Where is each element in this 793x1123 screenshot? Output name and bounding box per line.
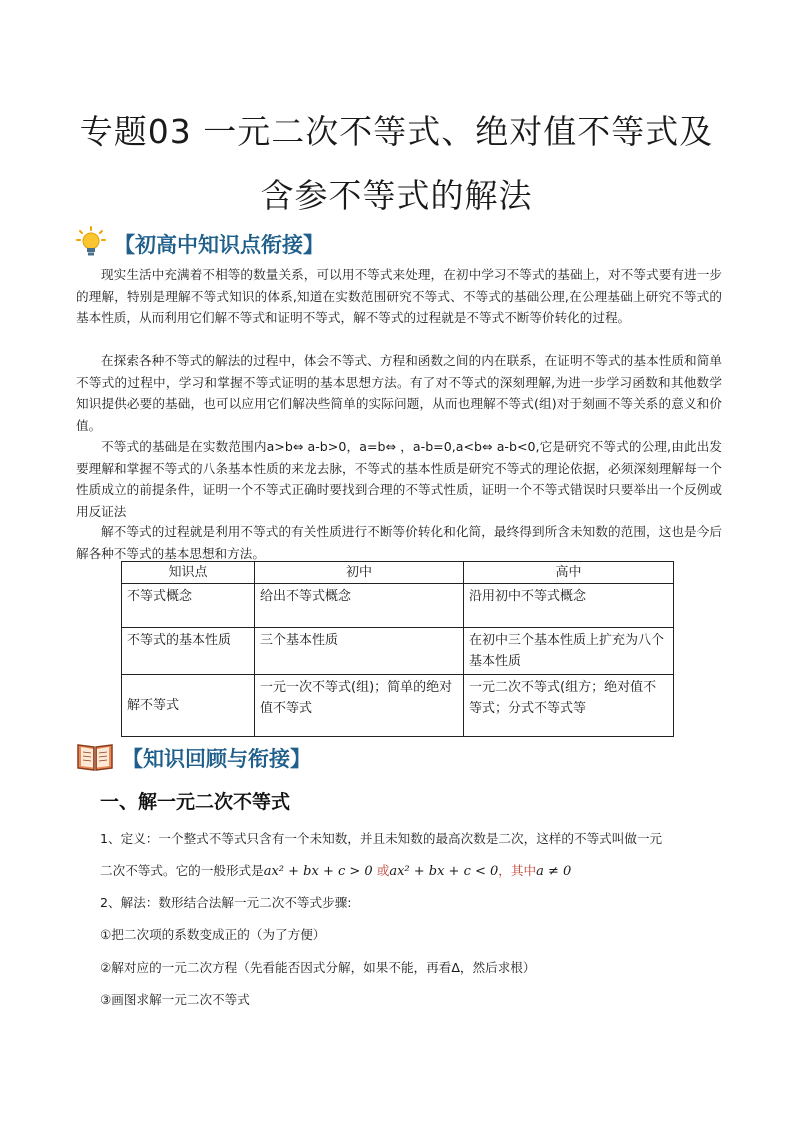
table-cell: 沿用初中不等式概念	[464, 584, 674, 628]
formula-greater-than: ax² + bx + c > 0	[263, 864, 373, 879]
definition-line-1: 1、定义：一个整式不等式只含有一个未知数，并且未知数的最高次数是二次，这样的不等式叫做一元	[100, 831, 663, 846]
table-header-cell: 知识点	[122, 562, 255, 584]
method-step-3: ③画图求解一元二次不等式	[100, 992, 250, 1007]
paragraph-2: 在探索各种不等式的解法的过程中，体会不等式、方程和函数之间的内在联系，在证明不等式的基本性质和简单不等式的过程中，学习和掌握不等式证明的基本思想方法。有了对不等式的深刻理解,为进一步学习函数和其他数学知识提供必要的基础，也可以应用它们解决些简单的实际问题，从而也理解不等式(组)对于刻画不等关系的意义和价值。	[76, 353, 722, 433]
condition-a-nonzero: a ≠ 0	[536, 864, 572, 879]
method-step-1: ①把二次项的系数变成正的（为了方便）	[100, 927, 326, 942]
section-header-knowledge-review	[76, 740, 311, 776]
lightbulb-icon	[76, 226, 106, 262]
method-step-2: ②解对应的一元二次方程（先看能否因式分解，如果不能，再看Δ，然后求根）	[100, 960, 536, 975]
table-cell: 给出不等式概念	[255, 584, 464, 628]
table-row	[122, 628, 674, 675]
formula-less-than: ax² + bx + c < 0	[389, 864, 499, 879]
table-header-row	[122, 562, 674, 584]
comparison-table	[121, 561, 674, 737]
table-cell: 不等式概念	[122, 584, 255, 628]
section-header-knowledge-bridge	[76, 226, 324, 262]
section-label-knowledge-bridge: 【初高中知识点衔接】	[114, 233, 324, 257]
method-title: 2、解法：数形结合法解一元二次不等式步骤:	[100, 895, 352, 910]
heading-solve-quadratic-inequality: 一、解一元二次不等式	[100, 791, 291, 813]
table-row	[122, 675, 674, 737]
or-text: 或	[372, 863, 390, 878]
table-cell: 在初中三个基本性质上扩充为八个基本性质	[464, 628, 674, 675]
table-row	[122, 584, 674, 628]
page-title-line-2: 含参不等式的解法	[260, 176, 533, 215]
table-header-cell: 高中	[464, 562, 674, 584]
table-cell: 一元二次不等式(组方；绝对值不等式；分式不等式等	[464, 675, 674, 737]
table-cell: 一元一次不等式(组)；简单的绝对值不等式	[255, 675, 464, 737]
page-title-line-1: 专题03 一元二次不等式、绝对值不等式及	[79, 112, 714, 151]
table-cell: 解不等式	[122, 675, 255, 737]
table-header-cell: 初中	[255, 562, 464, 584]
definition-prefix: 二次不等式。它的一般形式是	[100, 863, 264, 878]
paragraph-4: 解不等式的过程就是利用不等式的有关性质进行不断等价转化和化简，最终得到所含未知数的范围，这也是今后解各种不等式的基本思想和方法。	[76, 524, 722, 561]
paragraph-1: 现实生活中充满着不相等的数量关系，可以用不等式来处理，在初中学习不等式的基础上，对不等式要有进一步的理解，特别是理解不等式知识的体系,知道在实数范围研究不等式、不等式的基础公理,在公理基础上研究不等式的基本性质，从而利用它们解不等式和证明不等式，解不等式的过程就是不等式不断等价转化的过程。	[76, 267, 722, 325]
definition-line-2	[100, 860, 571, 879]
open-book-icon	[76, 740, 114, 776]
where-text: ，其中	[498, 863, 537, 878]
section-label-knowledge-review: 【知识回顾与衔接】	[122, 747, 311, 771]
table-cell: 三个基本性质	[255, 628, 464, 675]
table-cell: 不等式的基本性质	[122, 628, 255, 675]
paragraph-3: 不等式的基础是在实数范围内a>b⇔ a-b>0，a=b⇔ ，a-b=0,a<b⇔ a-b<0,它是研究不等式的公理,由此出发要理解和掌握不等式的八条基本性质的来龙去脉，不等式的基本性质是研究不等式的理论依据，必须深刻理解每一个性质成立的前提条件，证明一个不等式正确时要找到合理的不等式性质，证明一个不等式错误时只要举出一个反例或用反证法	[76, 439, 722, 519]
